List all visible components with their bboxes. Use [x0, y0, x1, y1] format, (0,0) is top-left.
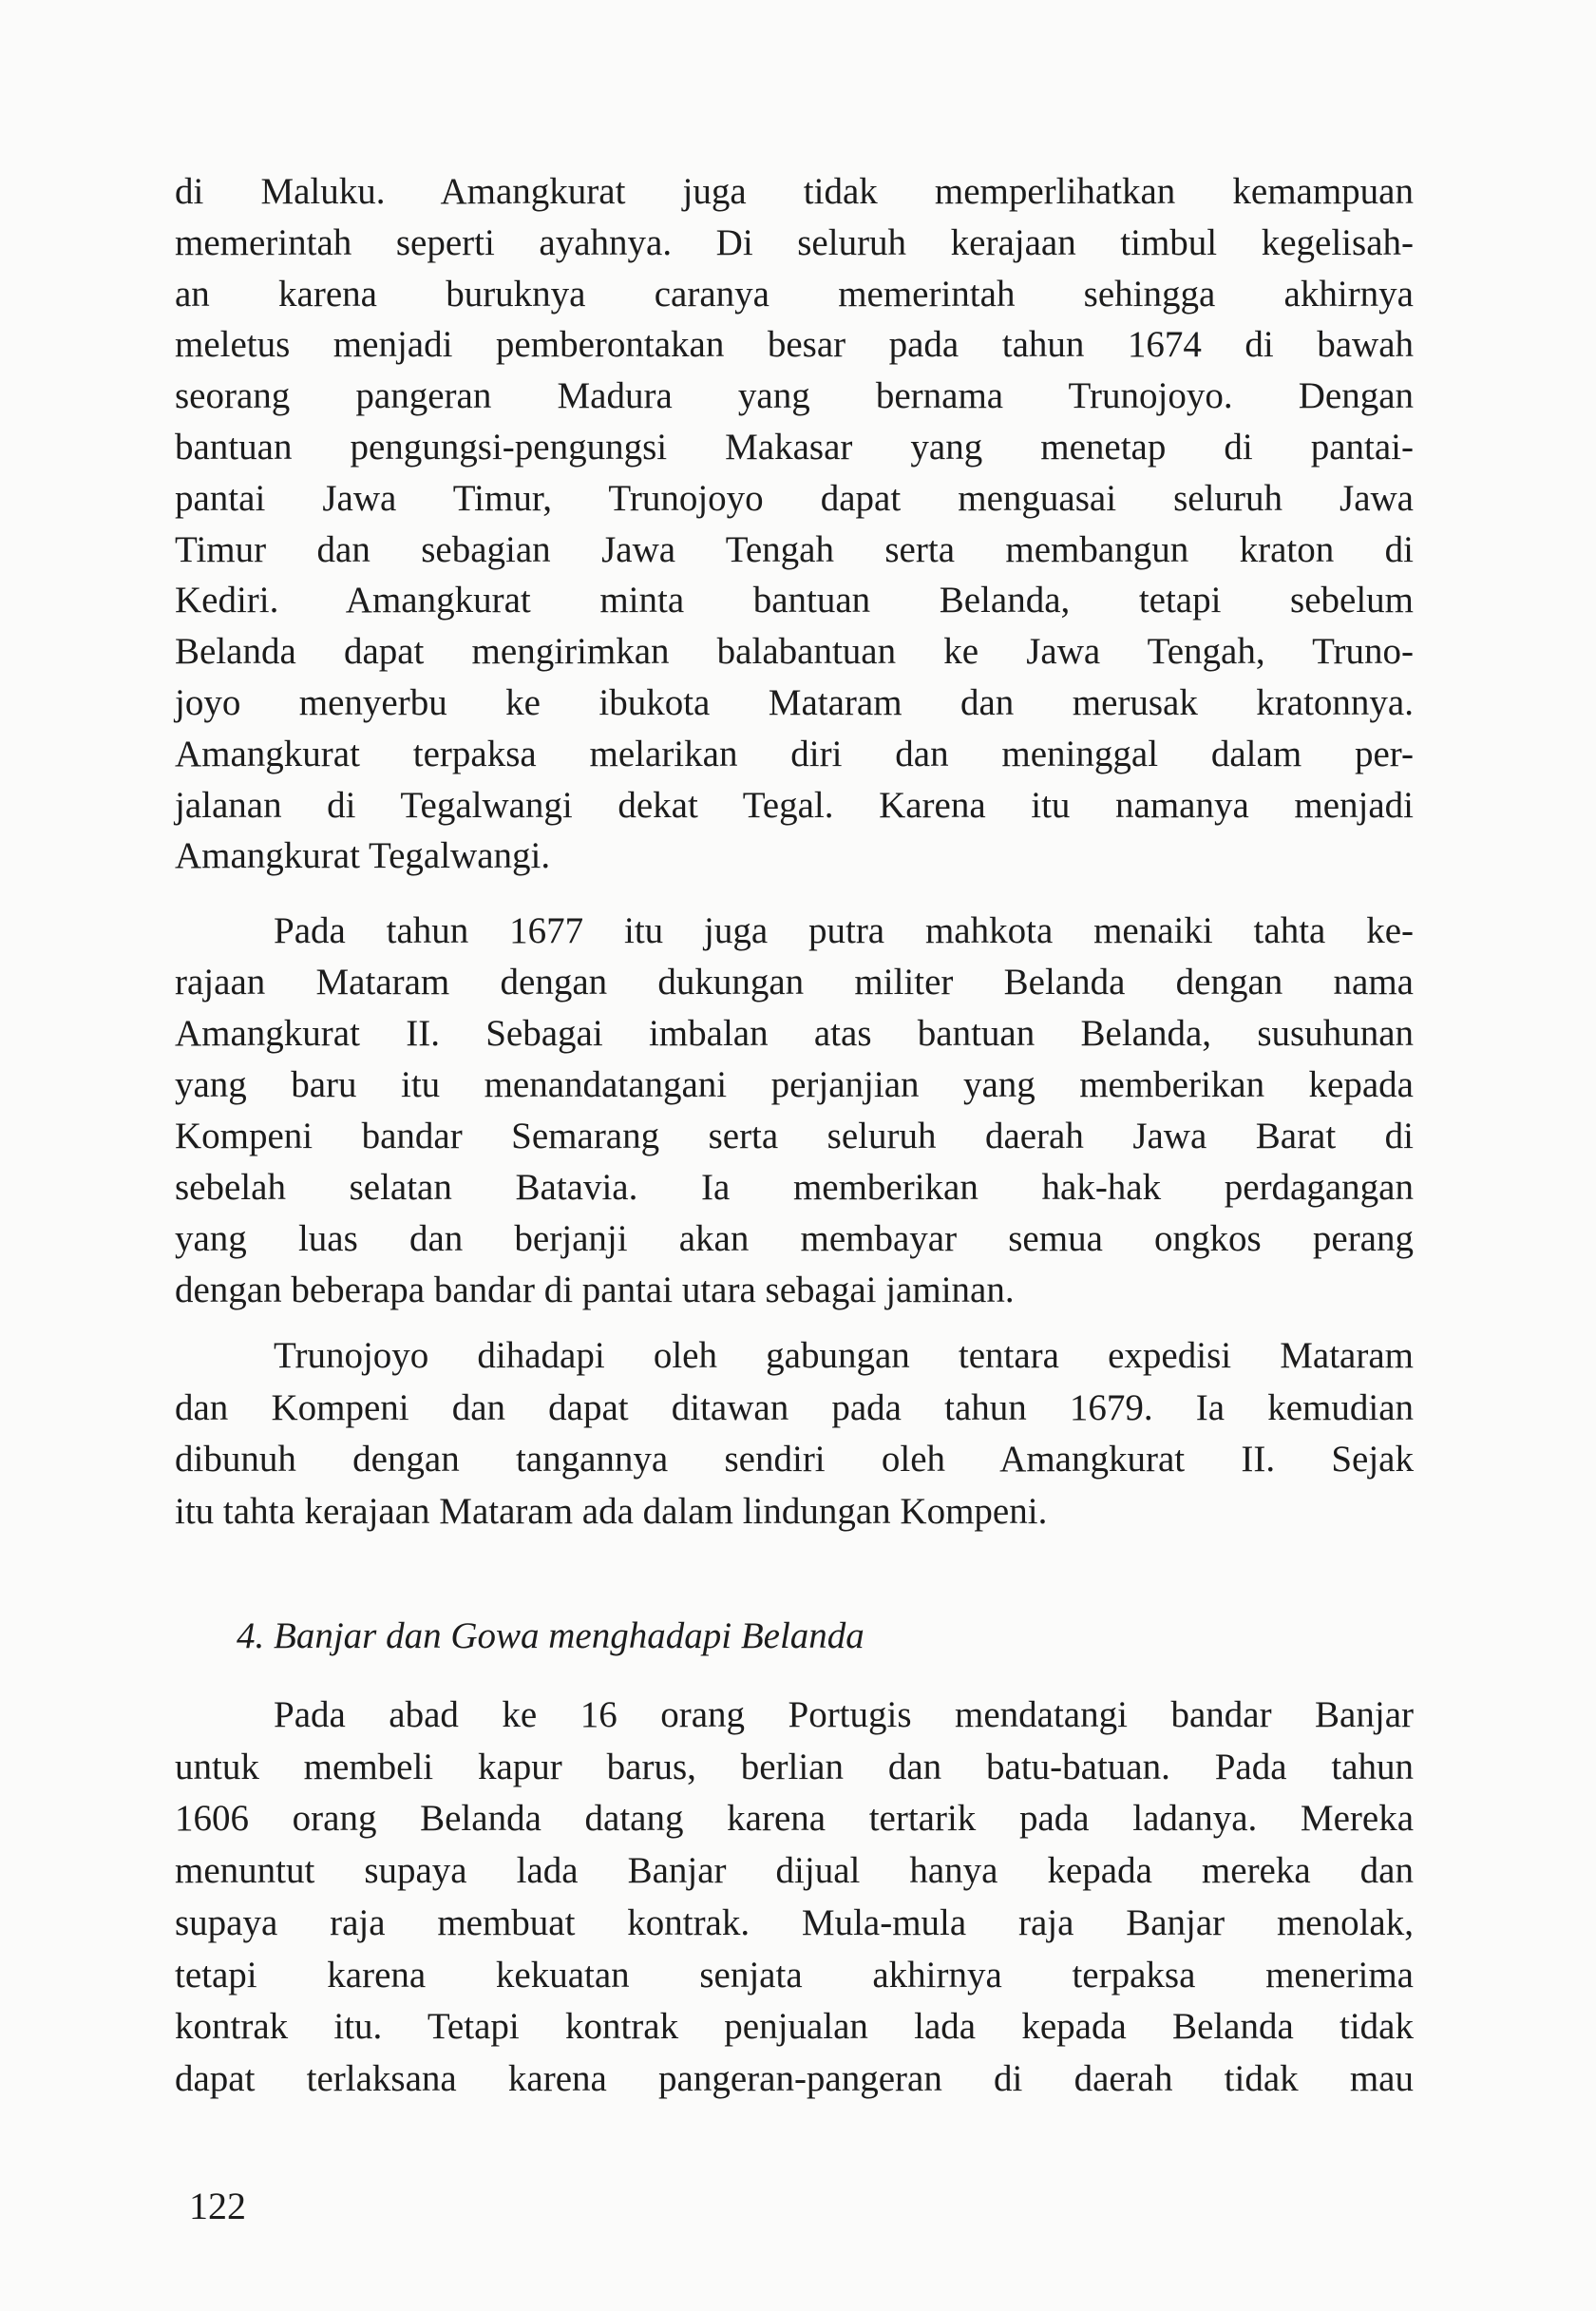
text-line: Pada abad ke 16 orang Portugis mendatangi bandar Banjar: [274, 1694, 1414, 1735]
text-line: 1606 orang Belanda datang karena tertarik pada ladanya. Mereka: [175, 1798, 1414, 1840]
text-line: Belanda dapat mengirimkan balabantuan ke Jawa Tengah, Truno-: [175, 631, 1414, 673]
text-line: Amangkurat terpaksa melarikan diri dan meninggal dalam per-: [175, 733, 1414, 774]
text-line: dibunuh dengan tangannya sendiri oleh Amangkurat II. Sejak: [175, 1439, 1414, 1480]
text-line: sebelah selatan Batavia. Ia memberikan hak-hak perdagangan: [175, 1167, 1414, 1208]
text-line: pantai Jawa Timur, Trunojoyo dapat menguasai seluruh Jawa: [175, 477, 1414, 519]
text-line: meletus menjadi pemberontakan besar pada tahun 1674 di bawah: [175, 324, 1414, 366]
text-line: rajaan Mataram dengan dukungan militer Belanda dengan nama: [175, 962, 1414, 1003]
text-line: Pada tahun 1677 itu juga putra mahkota menaiki tahta ke-: [274, 910, 1414, 951]
text-line: itu tahta kerajaan Mataram ada dalam lindungan Kompeni.: [175, 1490, 1048, 1532]
text-line: Kompeni bandar Semarang serta seluruh daerah Jawa Barat di: [175, 1116, 1414, 1156]
text-line: dapat terlaksana karena pangeran-pangeran di daerah tidak mau: [175, 2057, 1414, 2099]
text-line: menuntut supaya lada Banjar dijual hanya kepada mereka dan: [175, 1850, 1414, 1892]
text-line: untuk membeli kapur barus, berlian dan batu-batuan. Pada tahun: [175, 1746, 1414, 1787]
text-line: di Maluku. Amangkurat juga tidak memperlihatkan kemampuan: [175, 171, 1414, 212]
section-heading: 4. Banjar dan Gowa menghadapi Belanda: [237, 1615, 864, 1656]
text-line: dan Kompeni dan dapat ditawan pada tahun 1679. Ia kemudian: [175, 1386, 1414, 1428]
text-line: tetapi karena kekuatan senjata akhirnya terpaksa menerima: [175, 1954, 1414, 1996]
text-line: kontrak itu. Tetapi kontrak penjualan lada kepada Belanda tidak: [175, 2006, 1414, 2048]
text-line: yang luas dan berjanji akan membayar semua ongkos perang: [175, 1218, 1414, 1259]
text-line: joyo menyerbu ke ibukota Mataram dan merusak kratonnya.: [175, 682, 1414, 723]
text-line: Kediri. Amangkurat minta bantuan Belanda, tetapi sebelum: [175, 580, 1414, 621]
text-line: jalanan di Tegalwangi dekat Tegal. Karena itu namanya menjadi: [175, 784, 1414, 826]
page-number: 122: [189, 2185, 246, 2227]
text-line: yang baru itu menandatangani perjanjian yang memberikan kepada: [175, 1064, 1414, 1105]
text-line: memerintah seperti ayahnya. Di seluruh kerajaan timbul kegelisah-: [175, 221, 1414, 263]
text-line: Timur dan sebagian Jawa Tengah serta membangun kraton di: [175, 528, 1414, 570]
text-line: Trunojoyo dihadapi oleh gabungan tentara expedisi Mataram: [274, 1335, 1414, 1376]
text-line: dengan beberapa bandar di pantai utara sebagai jaminan.: [175, 1270, 1015, 1310]
text-line: Amangkurat Tegalwangi.: [175, 835, 551, 877]
text-line: an karena buruknya caranya memerintah sehingga akhirnya: [175, 273, 1414, 315]
text-line: bantuan pengungsi-pengungsi Makasar yang menetap di pantai-: [175, 427, 1414, 468]
text-line: Amangkurat II. Sebagai imbalan atas bantuan Belanda, susuhunan: [175, 1013, 1414, 1054]
text-line: supaya raja membuat kontrak. Mula-mula raja Banjar menolak,: [175, 1901, 1414, 1943]
text-line: seorang pangeran Madura yang bernama Trunojoyo. Dengan: [175, 375, 1414, 417]
